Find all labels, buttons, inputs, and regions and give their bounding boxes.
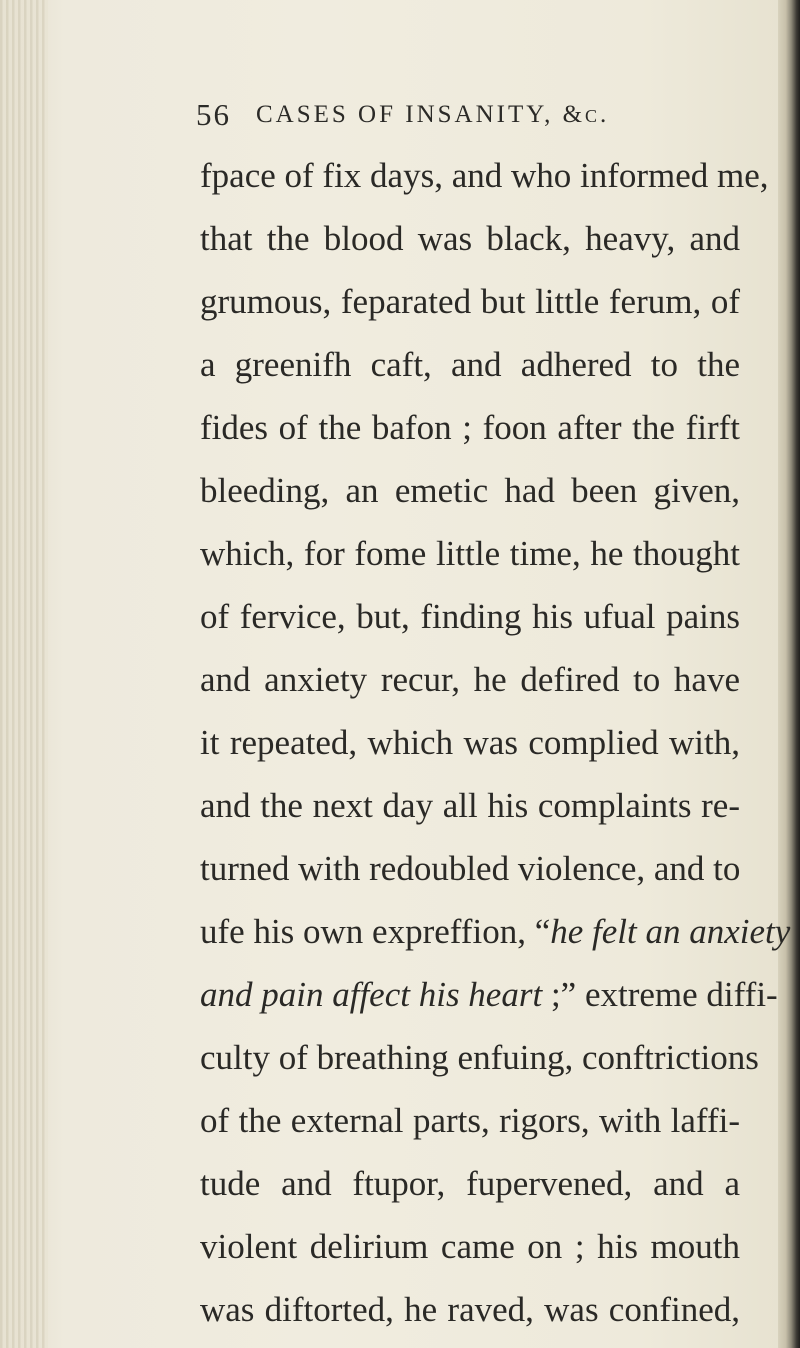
text-line: that the blood was black, heavy, and <box>200 219 740 258</box>
text-line: grumous, feparated but little ferum, of <box>200 282 740 321</box>
running-title: CASES OF INSANITY, &c. <box>256 101 610 128</box>
text-line: violent delirium came on ; his mouth <box>200 1227 740 1266</box>
text-line: turned with redoubled violence, and to <box>200 849 741 888</box>
text-line: bleeding, an emetic had been given, <box>200 471 740 510</box>
text-line-mixed <box>200 909 791 954</box>
italic-quote: and pain affect his heart <box>200 975 543 1014</box>
text-line-mixed <box>200 972 778 1017</box>
text-line: fides of the bafon ; foon after the firft <box>200 408 740 447</box>
text-line: was diftorted, he raved, was confined, <box>200 1290 740 1329</box>
text-line: a greenifh caft, and adhered to the <box>200 345 740 384</box>
text-line: and the next day all his complaints re- <box>200 786 740 825</box>
text-line: which, for fome little time, he thought <box>200 534 740 573</box>
text-segment: ufe his own expreffion, “ <box>200 912 551 951</box>
text-line: culty of breathing enfuing, conftrictions <box>200 1038 759 1077</box>
text-line: of fervice, but, finding his ufual pains <box>200 597 740 636</box>
text-segment: ;” <box>542 975 585 1014</box>
text-line: and anxiety recur, he defired to have <box>200 660 740 699</box>
text-segment: extreme diffi- <box>584 975 778 1014</box>
page-number: 56 <box>196 97 231 132</box>
text-line: it repeated, which was complied with, <box>200 723 740 762</box>
italic-quote: he felt an anxiety <box>550 912 791 951</box>
text-line: tude and ftupor, fupervened, and a <box>200 1164 740 1203</box>
text-line: of the external parts, rigors, with laffi- <box>200 1101 740 1140</box>
text-line: fpace of fix days, and who informed me, <box>200 156 769 195</box>
